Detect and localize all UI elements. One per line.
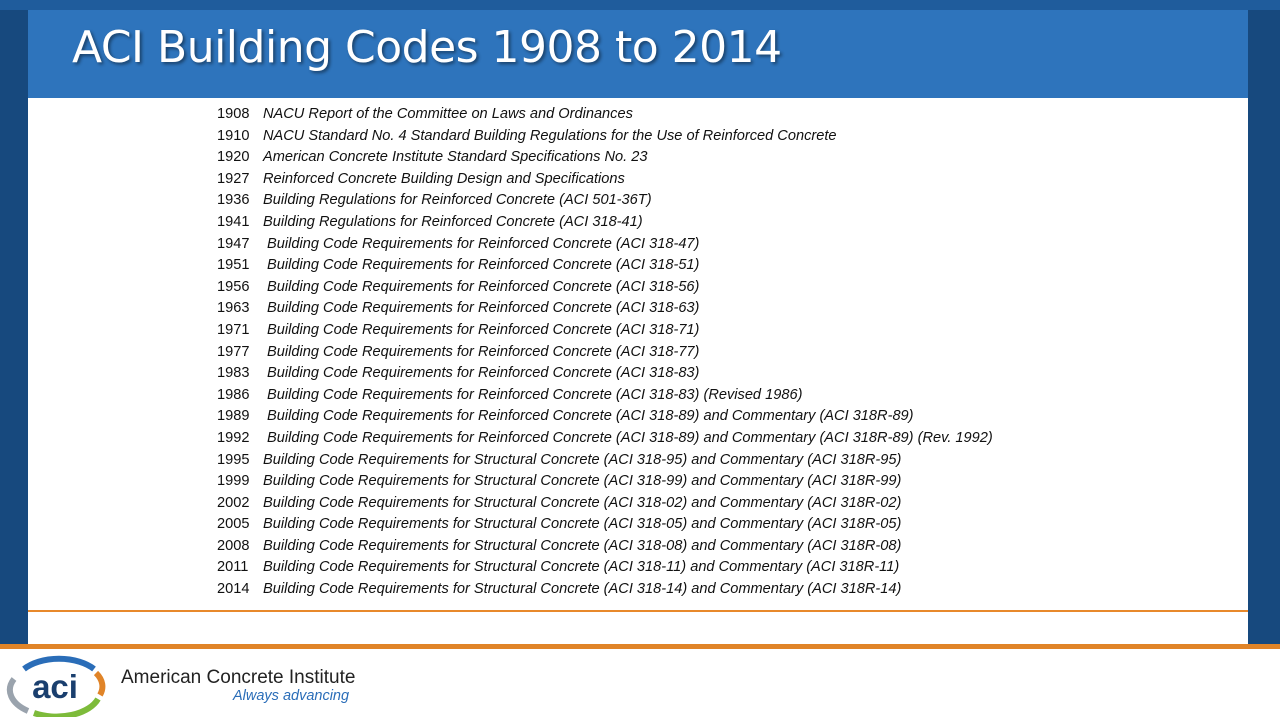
code-list-item bbox=[217, 169, 993, 191]
code-list-item bbox=[217, 320, 993, 342]
code-year: 1947 bbox=[217, 235, 250, 252]
code-title: Building Code Requirements for Reinforced Concrete (ACI 318-77) bbox=[263, 343, 700, 360]
code-title: Building Code Requirements for Reinforced Concrete (ACI 318-89) and Commentary (ACI 318R-89) bbox=[263, 408, 914, 425]
code-title: Building Regulations for Reinforced Concrete (ACI 318-41) bbox=[263, 213, 643, 230]
code-title: Building Code Requirements for Reinforced Concrete (ACI 318-83) (Revised 1986) bbox=[263, 386, 803, 403]
code-title: American Concrete Institute Standard Specifications No. 23 bbox=[263, 149, 648, 166]
code-title: NACU Report of the Committee on Laws and Ordinances bbox=[263, 106, 633, 122]
code-list-item bbox=[217, 471, 993, 493]
code-list-item bbox=[217, 514, 993, 536]
code-list-item bbox=[217, 450, 993, 472]
code-title: NACU Standard No. 4 Standard Building Regulations for the Use of Reinforced Concrete bbox=[263, 127, 837, 144]
code-year: 2002 bbox=[217, 494, 250, 511]
code-title: Building Code Requirements for Structural Concrete (ACI 318-02) and Commentary (ACI 318R-02) bbox=[263, 494, 902, 511]
code-list-item bbox=[217, 428, 993, 450]
code-year: 1951 bbox=[217, 257, 250, 274]
code-list-item bbox=[217, 385, 993, 407]
code-title: Building Code Requirements for Reinforced Concrete (ACI 318-83) bbox=[263, 365, 700, 382]
code-title: Building Regulations for Reinforced Concrete (ACI 501-36T) bbox=[263, 192, 652, 209]
code-year: 1927 bbox=[217, 170, 250, 187]
code-title: Building Code Requirements for Reinforced Concrete (ACI 318-56) bbox=[263, 278, 700, 295]
code-year: 2005 bbox=[217, 516, 250, 533]
code-year: 1989 bbox=[217, 408, 250, 425]
code-year: 1908 bbox=[217, 106, 250, 122]
code-year: 2008 bbox=[217, 537, 250, 554]
slide-title: ACI Building Codes 1908 to 2014 bbox=[72, 22, 782, 73]
code-title: Building Code Requirements for Reinforced Concrete (ACI 318-51) bbox=[263, 257, 700, 274]
code-title: Building Code Requirements for Reinforced Concrete (ACI 318-63) bbox=[263, 300, 700, 317]
title-bar bbox=[28, 10, 1248, 98]
code-title: Building Code Requirements for Structural Concrete (ACI 318-11) and Commentary (ACI 318R-11) bbox=[263, 559, 900, 576]
code-year: 1992 bbox=[217, 429, 250, 446]
top-accent-strip bbox=[0, 0, 1280, 10]
code-year: 1999 bbox=[217, 473, 250, 490]
code-list-item bbox=[217, 104, 993, 126]
code-year: 1983 bbox=[217, 365, 250, 382]
code-year: 1936 bbox=[217, 192, 250, 209]
code-list-item bbox=[217, 212, 993, 234]
code-year: 2014 bbox=[217, 581, 250, 598]
code-title: Building Code Requirements for Reinforced Concrete (ACI 318-47) bbox=[263, 235, 700, 252]
code-title: Building Code Requirements for Structural Concrete (ACI 318-99) and Commentary (ACI 318R-99) bbox=[263, 473, 902, 490]
code-title: Building Code Requirements for Structural Concrete (ACI 318-05) and Commentary (ACI 318R-05) bbox=[263, 516, 902, 533]
code-year: 1971 bbox=[217, 321, 250, 338]
code-list bbox=[217, 104, 993, 601]
aci-logo-icon bbox=[4, 655, 106, 717]
code-list-item bbox=[217, 363, 993, 385]
code-list-item bbox=[217, 298, 993, 320]
code-list-item bbox=[217, 147, 993, 169]
code-title: Building Code Requirements for Reinforced Concrete (ACI 318-71) bbox=[263, 321, 700, 338]
code-year: 1956 bbox=[217, 278, 250, 295]
code-title: Building Code Requirements for Reinforced Concrete (ACI 318-89) and Commentary (ACI 318R-89) (Rev. 1992) bbox=[263, 429, 993, 446]
code-title: Reinforced Concrete Building Design and Specifications bbox=[263, 170, 625, 187]
code-year: 1986 bbox=[217, 386, 250, 403]
code-list-item bbox=[217, 493, 993, 515]
code-list-item bbox=[217, 406, 993, 428]
code-list-item bbox=[217, 579, 993, 601]
content-divider bbox=[28, 610, 1248, 612]
code-year: 1995 bbox=[217, 451, 250, 468]
content-area bbox=[28, 98, 1248, 644]
code-year: 1920 bbox=[217, 149, 250, 166]
code-year: 1941 bbox=[217, 213, 250, 230]
code-list-item bbox=[217, 255, 993, 277]
code-year: 1963 bbox=[217, 300, 250, 317]
code-title: Building Code Requirements for Structural Concrete (ACI 318-95) and Commentary (ACI 318R-95) bbox=[263, 451, 902, 468]
code-list-item bbox=[217, 234, 993, 256]
code-list-item bbox=[217, 190, 993, 212]
org-name: American Concrete Institute bbox=[121, 667, 356, 688]
org-tagline: Always advancing bbox=[233, 688, 350, 704]
code-title: Building Code Requirements for Structural Concrete (ACI 318-14) and Commentary (ACI 318R-14) bbox=[263, 581, 902, 598]
code-list-item bbox=[217, 557, 993, 579]
code-year: 1977 bbox=[217, 343, 250, 360]
code-year: 1910 bbox=[217, 127, 250, 144]
code-list-item bbox=[217, 277, 993, 299]
code-list-item bbox=[217, 342, 993, 364]
code-list-item bbox=[217, 126, 993, 148]
code-list-item bbox=[217, 536, 993, 558]
code-title: Building Code Requirements for Structural Concrete (ACI 318-08) and Commentary (ACI 318R-08) bbox=[263, 537, 902, 554]
footer bbox=[0, 649, 1280, 720]
code-year: 2011 bbox=[217, 559, 249, 576]
logo-text: aci bbox=[32, 668, 78, 705]
